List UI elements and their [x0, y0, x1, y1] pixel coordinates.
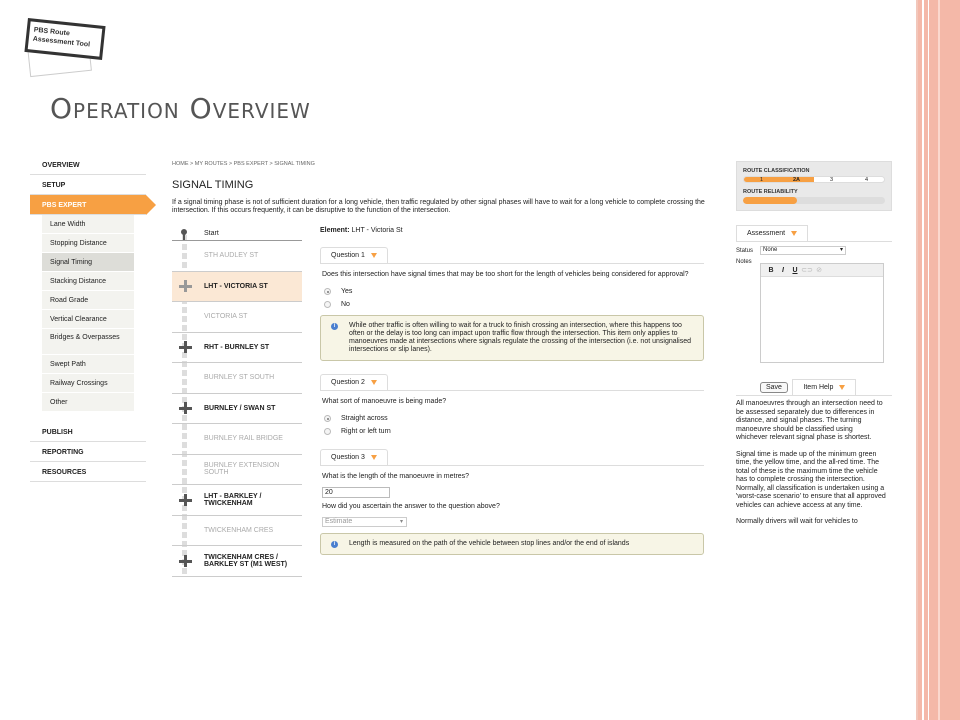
- subnav-bridges-overpasses[interactable]: Bridges & Overpasses: [42, 329, 134, 355]
- question-2-tab[interactable]: [320, 374, 388, 390]
- radio-straight-across[interactable]: [324, 412, 704, 425]
- link-icon[interactable]: ⊂⊃: [801, 267, 813, 274]
- radio-label: Straight across: [341, 415, 388, 422]
- nav-setup[interactable]: SETUP: [30, 175, 146, 195]
- route-step-label: STH AUDLEY ST: [204, 252, 259, 260]
- element-label: Element:: [320, 227, 350, 234]
- classification-panel: [736, 161, 892, 211]
- bold-button[interactable]: B: [768, 266, 774, 274]
- intersection-icon: [178, 280, 192, 292]
- status-select[interactable]: None ▾: [760, 246, 846, 255]
- route-step-label: BURNLEY / SWAN ST: [204, 404, 276, 412]
- nav-reporting[interactable]: REPORTING: [30, 442, 146, 462]
- radio-button[interactable]: [324, 288, 331, 295]
- route-list: [172, 227, 302, 577]
- question-panel: [320, 227, 704, 565]
- route-step-label: LHT - VICTORIA ST: [204, 282, 268, 290]
- nav-publish[interactable]: PUBLISH: [30, 422, 146, 442]
- subnav-other[interactable]: Other: [42, 393, 134, 412]
- method-select[interactable]: Estimate ▾: [322, 517, 407, 527]
- pin-icon: [180, 229, 188, 239]
- info-icon: i: [331, 541, 338, 548]
- notes-toolbar: [761, 264, 883, 277]
- help-paragraph: Normally drivers will wait for vehicles to: [736, 518, 858, 525]
- breadcrumb: HOME > MY ROUTES > PBS EXPERT > SIGNAL TIMING: [172, 161, 315, 167]
- save-button[interactable]: Save: [760, 382, 788, 393]
- radio-label: Right or left turn: [341, 428, 391, 435]
- chevron-down-icon: [371, 253, 377, 258]
- radio-yes[interactable]: [324, 285, 704, 298]
- intersection-icon: [178, 555, 192, 567]
- route-step[interactable]: [172, 455, 302, 486]
- slide-border: [918, 0, 960, 720]
- route-step[interactable]: [172, 302, 302, 333]
- intersection-icon: [178, 402, 192, 414]
- route-step-label: VICTORIA ST: [204, 313, 248, 321]
- route-step-label: TWICKENHAM CRES / BARKLEY ST (M1 WEST): [204, 553, 288, 568]
- question-3-tab[interactable]: [320, 449, 388, 465]
- route-step-label: BURNLEY EXTENSION SOUTH: [204, 462, 280, 477]
- unlink-icon[interactable]: ⊘: [816, 267, 822, 274]
- status-label: Status: [736, 247, 754, 254]
- classification-label: ROUTE CLASSIFICATION: [743, 168, 810, 174]
- route-step-label: TWICKENHAM CRES: [204, 526, 274, 534]
- element-value: LHT - Victoria St: [351, 227, 403, 234]
- subnav-stacking-distance[interactable]: Stacking Distance: [42, 272, 134, 291]
- nav-pbs-expert[interactable]: PBS EXPERT: [30, 195, 146, 215]
- question-2-text: What sort of manoeuvre is being made?: [322, 398, 447, 405]
- question-1-tab[interactable]: [320, 247, 388, 263]
- item-help-text: [736, 400, 886, 527]
- question-3-label: Question 3: [331, 454, 365, 461]
- chevron-down-icon: [371, 455, 377, 460]
- info-text: Length is measured on the path of the vehicle between stop lines and/or the end of islands: [349, 540, 630, 547]
- question-3-text: What is the length of the manoeuvre in metres?: [322, 473, 470, 480]
- logo-line2: Assessment Tool: [32, 35, 91, 49]
- length-input[interactable]: 20: [322, 487, 390, 498]
- chevron-down-icon: [839, 385, 845, 390]
- slide-title: Operation Overview: [50, 92, 311, 125]
- reliability-bar: [743, 197, 885, 204]
- subnav: [42, 215, 134, 412]
- route-step-label: BURNLEY RAIL BRIDGE: [204, 435, 283, 443]
- route-step[interactable]: [172, 394, 302, 425]
- radio-no[interactable]: [324, 298, 704, 311]
- page-title: SIGNAL TIMING: [172, 179, 254, 191]
- italic-button[interactable]: I: [782, 266, 784, 274]
- subnav-signal-timing[interactable]: Signal Timing: [42, 253, 134, 272]
- route-start-label: Start: [204, 230, 219, 237]
- route-step-selected[interactable]: [172, 272, 302, 303]
- route-step[interactable]: [172, 363, 302, 394]
- intro-text: If a signal timing phase is not of sufficient duration for a long vehicle, then traffic regulated by other signal phases will have to wait for a long vehicle to complete crossing the intersection. If this occurs frequently, it can be disruptive to the function of the intersection.: [172, 199, 705, 214]
- class-3: 3: [829, 177, 834, 183]
- chevron-down-icon: [371, 380, 377, 385]
- item-help-tab[interactable]: [792, 379, 856, 395]
- status-row: [736, 246, 892, 255]
- subnav-railway-crossings[interactable]: Railway Crossings: [42, 374, 134, 393]
- logo-line1: PBS Route: [33, 26, 71, 38]
- question-3-followup: How did you ascertain the answer to the question above?: [322, 503, 500, 510]
- app-screenshot: [30, 155, 896, 605]
- radio-button[interactable]: [324, 301, 331, 308]
- class-4: 4: [864, 177, 869, 183]
- question-1-text: Does this intersection have signal times that may be too short for the length of vehicles being considered for approval?: [322, 271, 689, 278]
- route-step-label: BURNLEY ST SOUTH: [204, 374, 275, 382]
- info-box-q3: [320, 533, 704, 555]
- route-step-label: LHT - BARKLEY / TWICKENHAM: [204, 492, 262, 507]
- nav-resources[interactable]: RESOURCES: [30, 462, 146, 482]
- radio-right-left-turn[interactable]: [324, 425, 704, 438]
- route-step[interactable]: [172, 333, 302, 364]
- intersection-icon: [178, 341, 192, 353]
- intersection-icon: [178, 494, 192, 506]
- notes-editor[interactable]: [760, 263, 884, 363]
- element-line: [320, 227, 704, 234]
- question-1-label: Question 1: [331, 252, 365, 259]
- class-2a: 2A: [779, 177, 814, 182]
- route-step[interactable]: [172, 485, 302, 516]
- item-help-label: Item Help: [803, 384, 834, 391]
- info-box-q1: [320, 315, 704, 361]
- underline-button[interactable]: U: [792, 266, 798, 274]
- classification-bar: [743, 176, 885, 183]
- route-step[interactable]: [172, 546, 302, 577]
- subnav-stopping-distance[interactable]: Stopping Distance: [42, 234, 134, 253]
- question-2-label: Question 2: [331, 379, 365, 386]
- route-step[interactable]: [172, 241, 302, 272]
- subnav-road-grade[interactable]: Road Grade: [42, 291, 134, 310]
- assessment-tab[interactable]: [736, 225, 808, 241]
- assessment-label: Assessment: [747, 230, 786, 237]
- class-1: 1: [744, 177, 779, 182]
- reliability-label: ROUTE RELIABILITY: [743, 189, 798, 195]
- route-step[interactable]: [172, 424, 302, 455]
- route-start: [172, 227, 302, 241]
- main-nav: [30, 155, 146, 482]
- nav-overview[interactable]: OVERVIEW: [30, 155, 146, 175]
- route-step-label: RHT - BURNLEY ST: [204, 343, 270, 351]
- notes-label: Notes: [736, 259, 752, 265]
- help-paragraph: All manoeuvres through an intersection need to be assessed separately due to differences in distance, and signal phases. The turning manoeuvre should be classified using whichever relevant signal phase is shortest.: [736, 400, 883, 441]
- radio-label: Yes: [341, 288, 353, 295]
- subnav-swept-path[interactable]: Swept Path: [42, 355, 134, 374]
- logo: [22, 16, 112, 72]
- info-text: While other traffic is often willing to wait for a truck to finish crossing an intersection, where this happens too often or the delay is too long can impact upon traffic flow through the intersection. This item only applies to manoeuvres made at intersections where signals regulate the crossing of the intersection (i.e. not unsignalised intersections or slip lanes).: [349, 322, 692, 353]
- radio-button[interactable]: [324, 428, 331, 435]
- subnav-lane-width[interactable]: Lane Width: [42, 215, 134, 234]
- right-panel: [736, 161, 892, 535]
- subnav-vertical-clearance[interactable]: Vertical Clearance: [42, 310, 134, 329]
- route-step[interactable]: [172, 516, 302, 547]
- radio-label: No: [341, 301, 350, 308]
- help-paragraph: Signal time is made up of the minimum green time, the yellow time, and the all-red time. The total of these is the maximum time the vehicle has to complete crossing the intersection. Normally, all classification is undertaken using a 'worst-case scenario' to ensure that all approved vehicles can achieve access at any time.: [736, 450, 886, 509]
- chevron-down-icon: [791, 231, 797, 236]
- reliability-fill: [743, 197, 797, 204]
- info-icon: i: [331, 323, 338, 330]
- radio-button[interactable]: [324, 415, 331, 422]
